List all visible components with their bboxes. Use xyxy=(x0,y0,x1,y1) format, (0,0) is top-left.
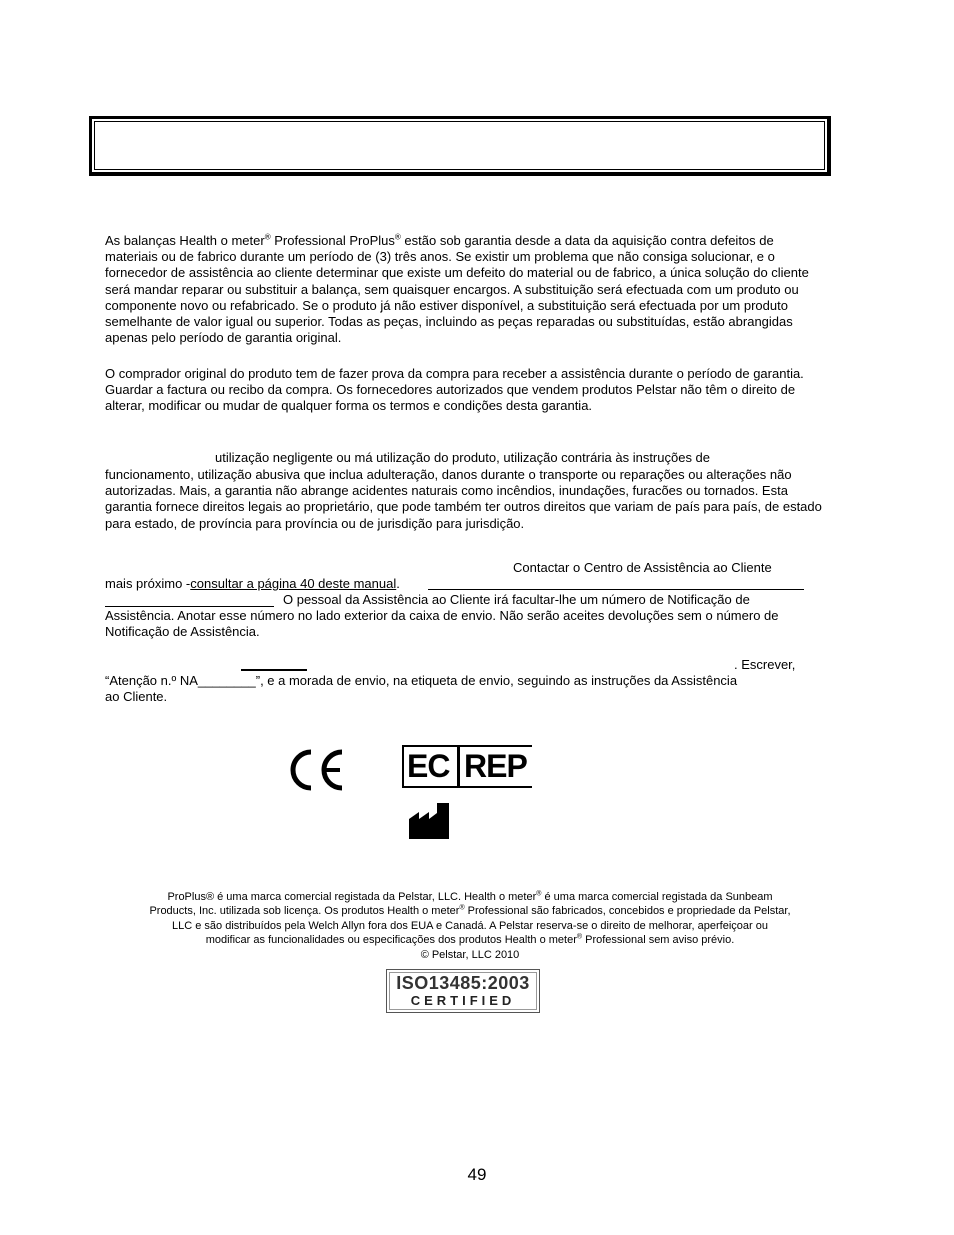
text-run: Professional são fabricados, concebidos e propriedade da Pelstar, xyxy=(464,905,791,918)
trademark-footer xyxy=(100,890,840,962)
text-run: mais próximo - xyxy=(105,576,191,591)
iso-standard-label: ISO13485:2003 xyxy=(396,973,530,993)
manual-page-link[interactable]: consultar a página 40 deste manual xyxy=(190,576,397,591)
registered-mark: ® xyxy=(264,232,271,242)
blank-line-1 xyxy=(428,589,804,590)
rep-label: REP xyxy=(464,748,527,784)
contact-service-text: Contactar o Centro de Assistência ao Cliente xyxy=(513,560,772,575)
footer-line-1 xyxy=(100,890,840,904)
section-title-box xyxy=(89,116,831,176)
ec-rep-symbol xyxy=(402,745,532,788)
page-number: 49 xyxy=(467,1165,487,1184)
text-run: Products, Inc. utilizada sob licença. Os produtos Health o meter xyxy=(149,905,460,918)
warranty-paragraph-1 xyxy=(105,233,825,346)
text-run: Professional sem aviso prévio. xyxy=(582,934,735,947)
text-run: Professional ProPlus xyxy=(270,233,395,248)
contact-line-2 xyxy=(105,576,400,592)
ec-label: EC xyxy=(404,747,460,786)
registered-mark: ® xyxy=(576,933,583,941)
registered-mark: ® xyxy=(536,890,542,898)
contact-line-3: O pessoal da Assistência ao Cliente irá facultar-lhe um número de Notificação de xyxy=(283,592,750,607)
text-run: é uma marca comercial registada da Sunbeam xyxy=(541,891,773,903)
footer-line-2 xyxy=(100,904,840,918)
text-run: modificar as funcionalidades ou especificações dos produtos Health o meter xyxy=(205,934,577,947)
text-run: . xyxy=(396,576,400,591)
text-run: ProPlus® é uma marca comercial registada da Pelstar, LLC. Health o meter xyxy=(167,891,537,903)
text-run: As balanças Health o meter xyxy=(105,233,265,248)
footer-copyright: © Pelstar, LLC 2010 xyxy=(420,948,520,961)
footer-line-4 xyxy=(100,933,840,947)
ce-mark-icon xyxy=(287,748,349,792)
contact-paragraph-rest: Assistência. Anotar esse número no lado exterior da caixa de envio. Não serão aceites devoluções sem o número de Notificação de Assistência. xyxy=(105,608,779,640)
shipping-label-line: “Atenção n.º NA________”, e a morada de envio, na etiqueta de envio, seguindo as instruções da Assistência xyxy=(105,673,738,688)
exclusions-first-line: utilização negligente ou má utilização do produto, utilização contrária às instruções de xyxy=(215,450,711,465)
factory-icon xyxy=(409,803,449,839)
registered-mark: ® xyxy=(394,232,401,242)
iso-certified-badge xyxy=(386,969,540,1013)
blank-line-2 xyxy=(105,606,274,607)
warranty-paragraph-2: O comprador original do produto tem de fazer prova da compra para receber a assistência durante o período de garantia. Guardar a factura ou recibo da compra. Os fornecedores autorizados que vendem produtos Pelstar não têm o direito de alterar, modificar ou mudar de qualquer forma os termos e condições desta garantia. xyxy=(105,366,804,414)
text-run: estão sob garantia desde a data da aquisição contra defeitos de materiais ou de fabrico durante um período de (3) três anos. Se existir um problema que não consiga solucionar, e o fornecedor de assistência ao cliente determinar que existe um defeito do material ou de fabrico, a única solução do cliente será mandar reparar ou substituir a balança, sem quaisquer encargos. A substituição será efectuada com um produto ou componente novo ou refabricado. Se o produto já não estiver disponível, a substituição será efectuada por um produto semelhante de valor igual ou superior. Todas as peças, incluindo as peças reparadas ou substituídas, estão abrangidas apenas pelo período de garantia original. xyxy=(105,233,809,346)
certified-label: CERTIFIED xyxy=(410,993,516,1008)
exclusions-paragraph: funcionamento, utilização abusiva que inclua adulteração, danos durante o transporte ou reparações ou alterações não autorizadas. Mais, a garantia não abrange acidentes naturais como incêndios, inundações, furacões ou tornados. Esta garantia fornece direitos legais ao proprietário, que pode também ter outros direitos que variam de país para país, de estado para estado, de província para província ou de jurisdição para jurisdição. xyxy=(105,467,822,531)
footer-line-3: LLC e são distribuídos pela Welch Allyn fora dos EUA e Canadá. A Pelstar reserva-se o direito de melhorar, aperfeiçoar ou xyxy=(172,919,768,932)
blank-line-3 xyxy=(241,669,307,671)
shipping-label-line-2: ao Cliente. xyxy=(105,689,168,704)
registered-mark: ® xyxy=(459,904,465,912)
write-instruction: . Escrever, xyxy=(734,657,796,672)
